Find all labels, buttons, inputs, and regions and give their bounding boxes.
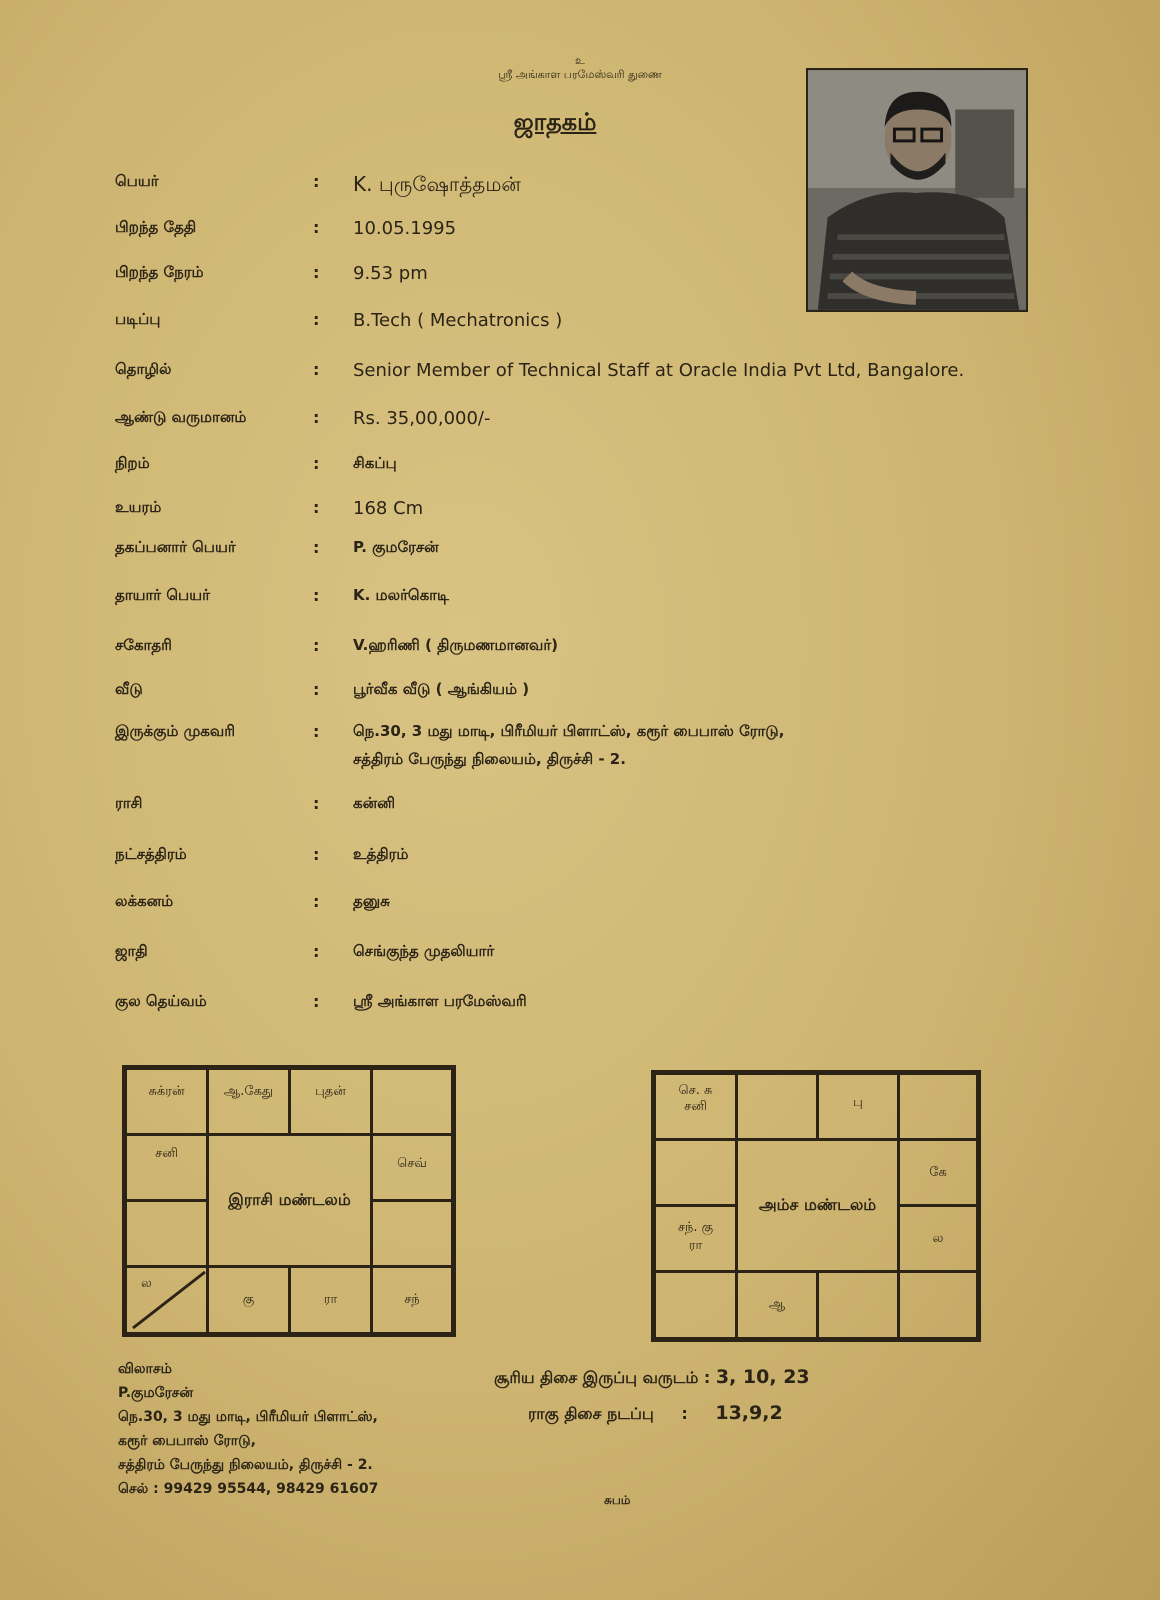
detail-row [0, 892, 1160, 922]
amsa-cell [654, 1271, 737, 1339]
detail-row [0, 498, 1160, 528]
rasi-cell-text: செவ் [397, 1156, 427, 1171]
address-name: P.குமரேசன் [118, 1385, 194, 1401]
detail-label: நட்சத்திரம் [115, 845, 187, 863]
rasi-cell [125, 1200, 208, 1267]
detail-row [0, 680, 1160, 710]
rasi-cell-text: சனி [155, 1146, 178, 1161]
current-dasa-value: 13,9,2 [715, 1402, 783, 1424]
rasi-cell [289, 1068, 372, 1135]
rasi-cell-text: ஆ.கேது [223, 1084, 274, 1099]
separator-colon: : [313, 892, 320, 911]
footer-address [118, 1357, 378, 1501]
amsa-cell [736, 1073, 818, 1140]
separator-colon: : [681, 1404, 694, 1423]
detail-value-height: 168 Cm [353, 498, 424, 519]
amsa-chart [651, 1070, 981, 1342]
separator-colon: : [313, 263, 320, 282]
amsa-cell [898, 1271, 978, 1339]
detail-label: லக்கனம் [115, 892, 174, 910]
amsa-cell [654, 1073, 737, 1140]
detail-value-occupation: Senior Member of Technical Staff at Oracle India Pvt Ltd, Bangalore. [353, 360, 965, 381]
detail-label: ராசி [115, 794, 143, 812]
detail-value-rasi: கன்னி [353, 794, 396, 812]
current-dasa-label: ராகு திசை நடப்பு [528, 1404, 654, 1423]
separator-colon: : [703, 1368, 716, 1387]
dasa-label: சூரிய திசை இருப்பு வருடம் [494, 1368, 699, 1387]
detail-value-father-name: P. குமரேசன் [353, 538, 439, 556]
address-title: விலாசம் [118, 1361, 172, 1377]
separator-colon: : [313, 636, 320, 655]
detail-value-house: பூர்வீக வீடு ( ஆங்கியம் ) [353, 680, 530, 698]
detail-row [0, 454, 1160, 484]
detail-row [0, 263, 1160, 293]
detail-label: பிறந்த நேரம் [115, 263, 204, 281]
detail-label: உயரம் [115, 498, 162, 516]
detail-label: சகோதரி [115, 636, 172, 654]
amsa-cell [817, 1271, 899, 1339]
detail-row [0, 218, 1160, 248]
amsa-cell [817, 1073, 899, 1140]
detail-row [0, 942, 1160, 972]
separator-colon: : [313, 680, 320, 699]
address-line: கரூர் பைபாஸ் ரோடு, [118, 1433, 256, 1449]
detail-value-mother-name: K. மலர்கொடி [353, 586, 449, 604]
separator-colon: : [313, 310, 320, 329]
separator-colon: : [313, 992, 320, 1011]
separator-colon: : [313, 408, 320, 427]
amsa-cell-text: செ. சு சனி [678, 1083, 713, 1114]
separator-colon: : [313, 360, 320, 379]
rasi-cell [371, 1068, 453, 1135]
detail-label: தாயார் பெயர் [115, 586, 210, 604]
separator-colon: : [313, 454, 320, 473]
detail-value-education: B.Tech ( Mechatronics ) [353, 310, 563, 331]
separator-colon: : [313, 498, 320, 517]
amsa-cell [736, 1271, 818, 1339]
amsa-cell-text: சந். கு ரா [677, 1220, 714, 1253]
detail-label: தகப்பனார் பெயர் [115, 538, 236, 556]
detail-value-name: K. புருஷோத்தமன் [353, 172, 521, 196]
phone-numbers: செல் : 99429 95544, 98429 61607 [118, 1481, 379, 1497]
rasi-cell [289, 1266, 372, 1334]
detail-row [0, 172, 1160, 202]
detail-label: ஜாதி [115, 942, 148, 960]
current-dasa [528, 1402, 783, 1425]
detail-value-caste: செங்குந்த முதலியார் [353, 942, 495, 960]
detail-value-complexion: சிகப்பு [353, 454, 397, 472]
detail-label: குல தெய்வம் [115, 992, 207, 1010]
amsa-cell-text: ல [932, 1231, 944, 1246]
separator-colon: : [313, 218, 320, 237]
rasi-chart-center: இராசி மண்டலம் [207, 1134, 372, 1267]
amsa-cell-text: கே [929, 1165, 947, 1180]
rasi-cell-text: சுக்ரன் [148, 1084, 185, 1099]
separator-colon: : [313, 942, 320, 961]
rasi-cell [371, 1266, 453, 1334]
detail-label: பிறந்த தேதி [115, 218, 197, 236]
dasa-value: 3, 10, 23 [715, 1366, 810, 1388]
detail-value-lagnam: தனுசு [353, 892, 390, 910]
rasi-cell-text: கு [242, 1292, 255, 1307]
amsa-cell-text: பு [853, 1095, 863, 1110]
address-line: நெ.30, 3 மது மாடி, பிரீமியர் பிளாட்ஸ், [118, 1409, 378, 1425]
detail-label: தொழில் [115, 360, 172, 378]
rasi-cell-text: ரா [323, 1292, 338, 1307]
separator-colon: : [313, 586, 320, 605]
rasi-cell-text: புதன் [315, 1084, 346, 1099]
rasi-cell [207, 1266, 290, 1334]
rasi-cell-lagnam [125, 1266, 208, 1334]
separator-colon: : [313, 794, 320, 813]
amsa-cell [898, 1205, 978, 1272]
rasi-cell [371, 1200, 453, 1267]
detail-row [0, 845, 1160, 875]
rasi-cell [125, 1134, 208, 1201]
detail-row [0, 722, 1160, 782]
separator-colon: : [313, 538, 320, 557]
invocation-symbol: உ [575, 54, 585, 67]
detail-label: ஆண்டு வருமானம் [115, 408, 247, 426]
detail-value-birth-time: 9.53 pm [353, 263, 428, 284]
detail-value-sister: V.ஹரிணி ( திருமணமானவர்) [353, 636, 559, 654]
detail-label: பெயர் [115, 172, 159, 190]
detail-value-income: Rs. 35,00,000/- [353, 408, 491, 429]
dasa-balance [494, 1366, 810, 1389]
detail-label: படிப்பு [115, 310, 161, 328]
rasi-cell [125, 1068, 208, 1135]
detail-row [0, 310, 1160, 340]
address-line-1: நெ.30, 3 மது மாடி, பிரீமியர் பிளாட்ஸ், கரூர் பைபாஸ் ரோடு, [353, 722, 785, 740]
address-line: சத்திரம் பேருந்து நிலையம், திருச்சி - 2. [118, 1457, 373, 1473]
address-line-2: சத்திரம் பேருந்து நிலையம், திருச்சி - 2. [353, 750, 626, 768]
detail-row [0, 636, 1160, 666]
amsa-cell-text: ஆ [768, 1297, 786, 1312]
page-title: ஜாதகம் [513, 108, 597, 136]
rasi-cell-text: சந் [404, 1292, 420, 1307]
rasi-cell [371, 1134, 453, 1201]
amsa-cell [654, 1139, 737, 1206]
invocation-text: ஸ்ரீ அங்காள பரமேஸ்வரி துணை [497, 68, 663, 81]
detail-row [0, 360, 1160, 390]
detail-label: வீடு [115, 680, 143, 698]
amsa-cell [898, 1139, 978, 1206]
separator-colon: : [313, 845, 320, 864]
rasi-cell [207, 1068, 290, 1135]
detail-row [0, 408, 1160, 438]
detail-label: இருக்கும் முகவரி [115, 722, 236, 740]
rasi-chart [122, 1065, 456, 1337]
detail-row [0, 538, 1160, 568]
detail-row [0, 992, 1160, 1022]
amsa-cell [898, 1073, 978, 1140]
separator-colon: : [313, 172, 320, 191]
amsa-chart-center: அம்ச மண்டலம் [736, 1139, 899, 1272]
detail-value-star: உத்திரம் [353, 845, 409, 863]
lagna-diagonal-icon [127, 1268, 207, 1332]
detail-value-family-deity: ஸ்ரீ அங்காள பரமேஸ்வரி [353, 992, 527, 1010]
rasi-cell-text: ல [141, 1276, 152, 1291]
detail-value-dob: 10.05.1995 [353, 218, 457, 239]
detail-row [0, 794, 1160, 824]
closing-text: சுபம் [604, 1493, 631, 1507]
detail-label: நிறம் [115, 454, 150, 472]
detail-value-address [353, 722, 784, 770]
amsa-cell [654, 1205, 737, 1272]
detail-row [0, 586, 1160, 616]
separator-colon: : [313, 722, 320, 741]
